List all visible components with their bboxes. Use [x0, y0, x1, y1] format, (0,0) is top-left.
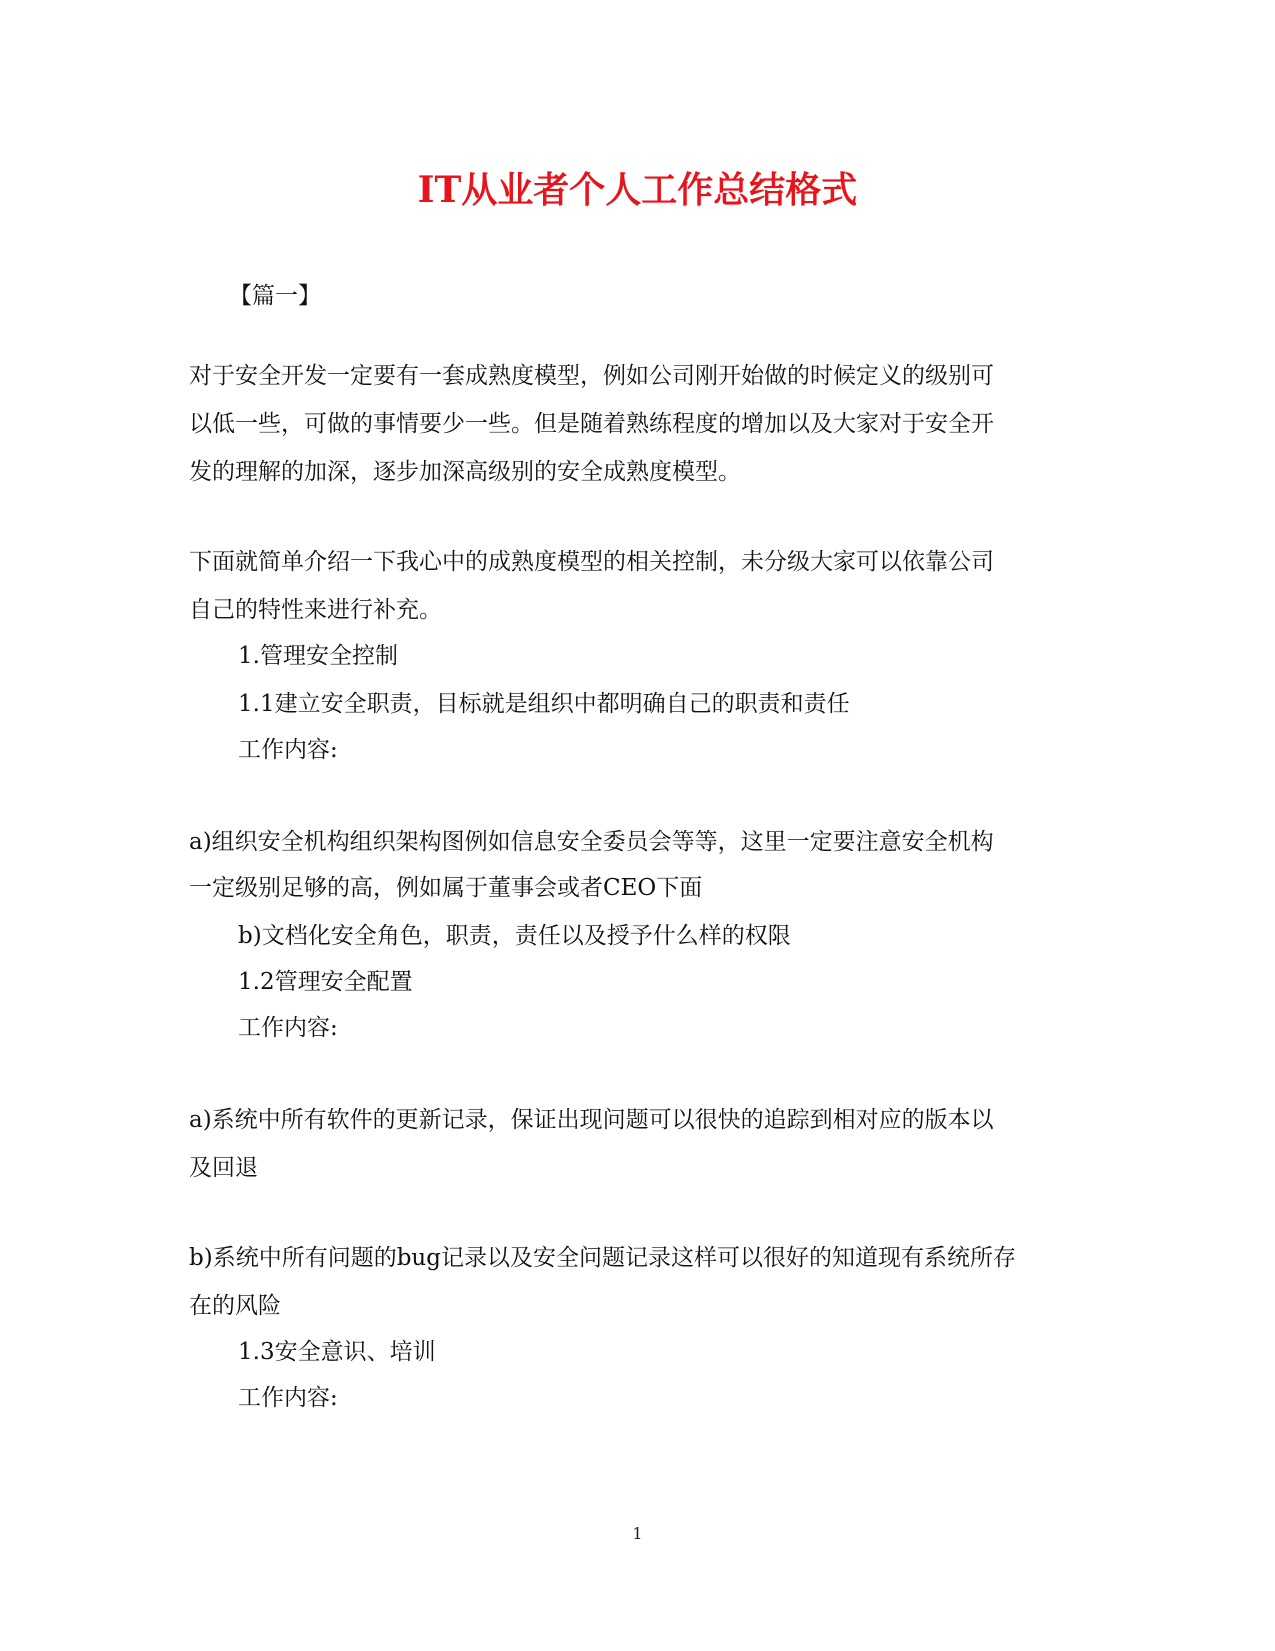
paragraph-line: b)系统中所有问题的bug记录以及安全问题记录这样可以很好的知道现有系统所存 — [189, 1245, 1016, 1271]
page-number: 1 — [632, 1524, 643, 1543]
subsection-heading: 1.2管理安全配置 — [238, 969, 413, 995]
subsection-heading: 1.3安全意识、培训 — [238, 1339, 436, 1365]
subsection-heading: 1.1建立安全职责，目标就是组织中都明确自己的职责和责任 — [238, 691, 850, 717]
paragraph-line: 在的风险 — [189, 1293, 281, 1319]
paragraph-line: 以低一些，可做的事情要少一些。但是随着熟练程度的增加以及大家对于安全开 — [189, 411, 994, 437]
paragraph-line: 及回退 — [189, 1155, 258, 1181]
section-tag: 【篇一】 — [229, 283, 321, 309]
paragraph-line: 发的理解的加深，逐步加深高级别的安全成熟度模型。 — [189, 459, 741, 485]
work-content-label: 工作内容: — [238, 1385, 338, 1411]
work-content-label: 工作内容: — [238, 737, 338, 763]
paragraph-line: a)组织安全机构组织架构图例如信息安全委员会等等，这里一定要注意安全机构 — [189, 829, 994, 855]
work-content-label: 工作内容: — [238, 1015, 338, 1041]
paragraph-line: a)系统中所有软件的更新记录，保证出现问题可以很快的追踪到相对应的版本以 — [189, 1107, 994, 1133]
paragraph-line: 下面就简单介绍一下我心中的成熟度模型的相关控制，未分级大家可以依靠公司 — [189, 549, 994, 575]
paragraph-line: 对于安全开发一定要有一套成熟度模型，例如公司刚开始做的时候定义的级别可 — [189, 363, 994, 389]
paragraph-line: 一定级别足够的高，例如属于董事会或者CEO下面 — [189, 875, 703, 901]
paragraph-line: 自己的特性来进行补充。 — [189, 597, 442, 623]
section-heading: 1.管理安全控制 — [238, 643, 398, 669]
list-item: b)文档化安全角色，职责，责任以及授予什么样的权限 — [238, 923, 791, 949]
document-title: IT从业者个人工作总结格式 — [417, 169, 858, 211]
